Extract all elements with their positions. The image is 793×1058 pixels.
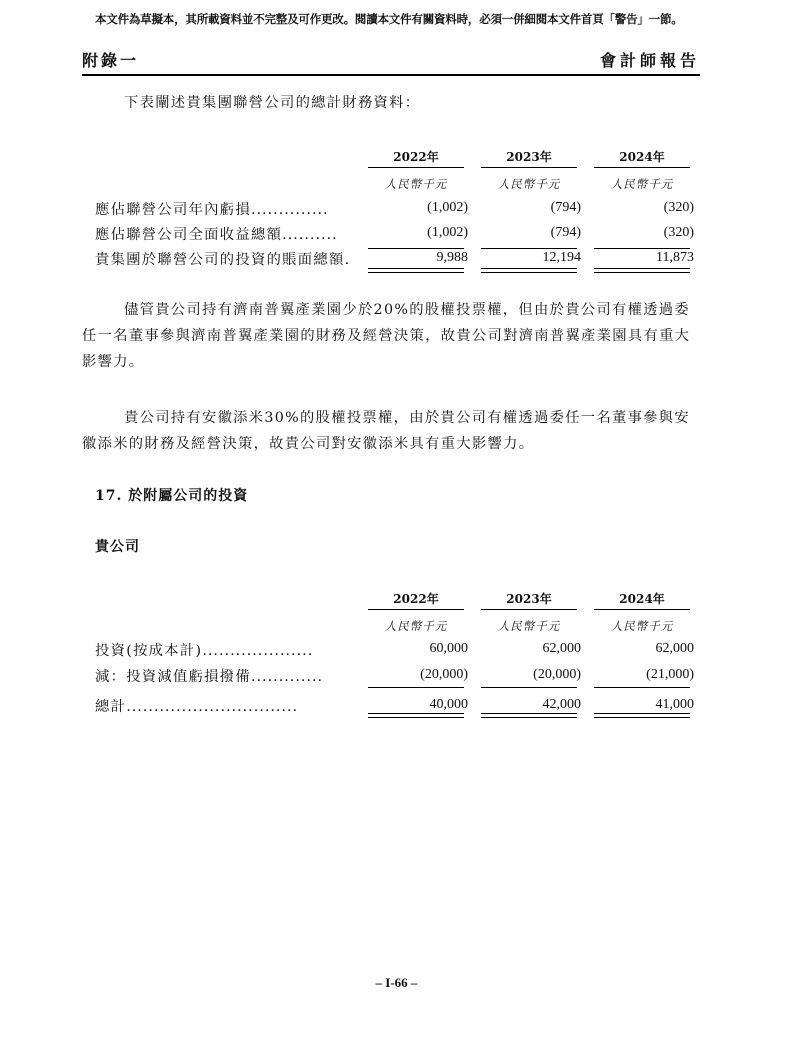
unit-label: 人民幣千元 (610, 177, 674, 191)
table-cell: (794) (550, 200, 581, 215)
table-cell: (20,000) (420, 667, 468, 682)
table-row-label: 減：投資減值虧損撥備............. (95, 669, 324, 685)
table-row-label: 應佔聯營公司年內虧損.............. (95, 202, 329, 218)
unit-label: 人民幣千元 (497, 619, 561, 633)
table-cell: 41,000 (655, 697, 694, 712)
subsection-title: 貴公司 (95, 539, 140, 555)
table-cell: 11,873 (656, 250, 694, 265)
table-cell: (320) (663, 225, 694, 240)
subtotal-rule (481, 248, 577, 249)
year-header: 2024年 (594, 590, 690, 610)
year-header: 2024年 (594, 148, 690, 168)
unit-label: 人民幣千元 (610, 619, 674, 633)
total-double-rule (594, 713, 690, 718)
appendix-label: 附錄一 (82, 51, 140, 70)
table-cell: 62,000 (542, 641, 581, 656)
table-cell: (794) (550, 225, 581, 240)
subtotal-rule (594, 687, 690, 688)
page-number: – I-66 – (375, 975, 418, 990)
table-cell: 12,194 (542, 250, 581, 265)
subtotal-rule (594, 248, 690, 249)
table-cell: (1,002) (427, 200, 468, 215)
total-double-rule (368, 268, 464, 273)
year-header: 2023年 (481, 590, 577, 610)
significant-influence-paragraph: 儘管貴公司持有濟南普翼產業園少於20%的股權投票權，但由於貴公司有權透過委任一名董事參與濟南普翼產業園的財務及經營決策，故貴公司對濟南普翼產業園具有重大影響力。 (82, 302, 691, 370)
table-cell: (320) (663, 200, 694, 215)
anhui-paragraph: 貴公司持有安徽添米30%的股權投票權，由於貴公司有權透過委任一名董事參與安徽添米的財務及經營決策，故貴公司對安徽添米具有重大影響力。 (82, 410, 690, 452)
table-cell: 60,000 (429, 641, 468, 656)
table-row-label: 應佔聯營公司全面收益總額.......... (95, 227, 338, 243)
section-title: 17. 於附屬公司的投資 (95, 488, 249, 504)
page-header (82, 44, 700, 76)
year-header: 2023年 (481, 148, 577, 168)
table-row-label: 總計............................... (95, 699, 299, 715)
table-cell: 42,000 (542, 697, 581, 712)
table-cell: (1,002) (427, 225, 468, 240)
table-cell: (20,000) (533, 667, 581, 682)
table-row-label: 貴集團於聯營公司的投資的賬面總額. (95, 252, 351, 268)
subtotal-rule (368, 248, 464, 249)
unit-label: 人民幣千元 (384, 177, 448, 191)
unit-label: 人民幣千元 (497, 177, 561, 191)
total-double-rule (481, 268, 577, 273)
year-header: 2022年 (368, 590, 464, 610)
table-row-label: 投資(按成本計).................... (95, 643, 314, 659)
table-cell: 9,988 (436, 250, 468, 265)
table-cell: (21,000) (646, 667, 694, 682)
unit-label: 人民幣千元 (384, 619, 448, 633)
table-cell: 40,000 (429, 697, 468, 712)
year-header: 2022年 (368, 148, 464, 168)
table-cell: 62,000 (655, 641, 694, 656)
subtotal-rule (368, 687, 464, 688)
total-double-rule (368, 713, 464, 718)
intro-text: 下表闡述貴集團聯營公司的總計財務資料： (124, 95, 421, 111)
report-title: 會計師報告 (599, 51, 700, 70)
total-double-rule (481, 713, 577, 718)
subtotal-rule (481, 687, 577, 688)
total-double-rule (594, 268, 690, 273)
draft-disclaimer: 本文件為草擬本，其所載資料並不完整及可作更改。閱讀本文件有關資料時，必須一併細閱本文件首頁「警告」一節。 (95, 12, 683, 26)
